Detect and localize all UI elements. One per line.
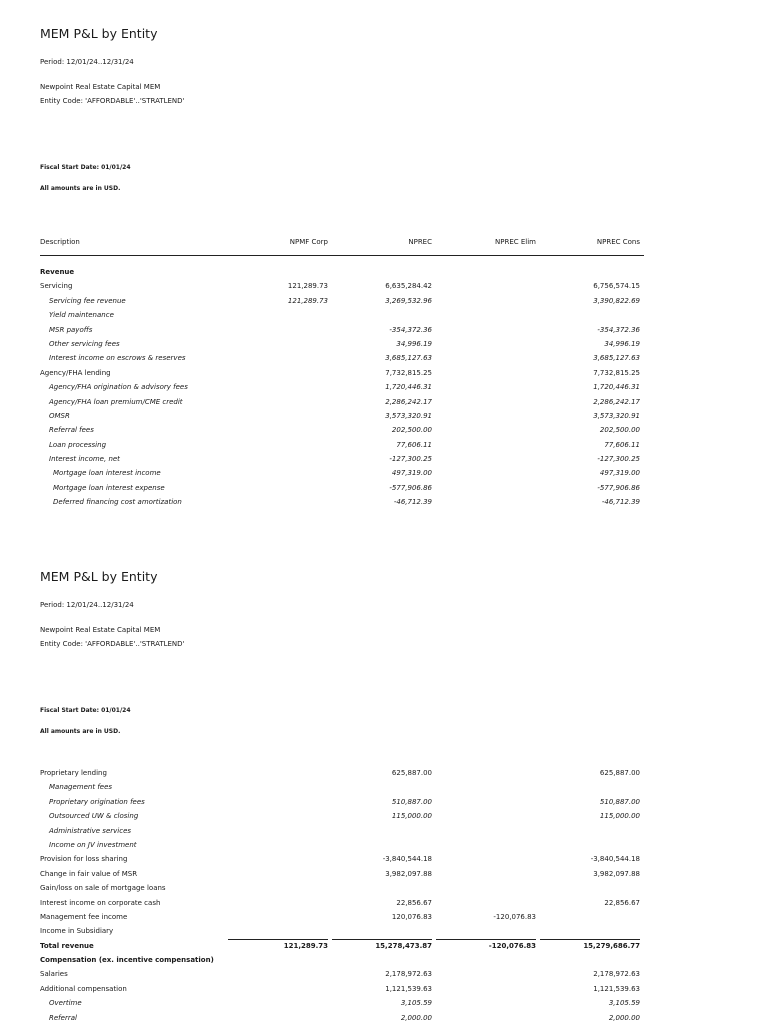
row-value-c4: 510,887.00: [599, 797, 640, 806]
row-value-c2: 3,105.59: [400, 999, 432, 1008]
row-value-c2: 625,887.00: [391, 769, 432, 777]
row-description: OMSR: [49, 411, 70, 420]
row-description: Salaries: [40, 970, 68, 979]
amounts-note: All amounts are in USD.: [40, 185, 121, 192]
company-name-page2: Newpoint Real Estate Capital MEM: [40, 626, 161, 634]
row-value-c4: 6,756,574.15: [593, 282, 640, 291]
row-value-c4: 3,685,127.63: [593, 354, 640, 363]
row-value-c2: 1,720,446.31: [385, 383, 432, 392]
row-description: Management fee income: [40, 912, 128, 921]
period-label: Period: 12/01/24..12/31/24: [40, 58, 134, 66]
row-value-c4: 115,000.00: [599, 812, 640, 821]
row-description: Mortgage loan interest income: [53, 469, 161, 478]
period-label-page2: Period: 12/01/24..12/31/24: [40, 601, 134, 609]
company-name: Newpoint Real Estate Capital MEM: [40, 83, 161, 91]
table-row: [0, 838, 768, 852]
row-value-c2: -577,906.86: [389, 483, 432, 492]
row-description: Change in fair value of MSR: [40, 869, 138, 878]
row-value-c4: -3,840,544.18: [590, 855, 640, 864]
row-value-c2: 6,635,284.42: [385, 282, 432, 291]
row-value-c4: 3,982,097.88: [593, 869, 640, 878]
row-description: Income on JV investment: [49, 840, 137, 849]
row-description: Management fees: [49, 783, 113, 792]
col-npmf-corp-header: NPMF Corp: [289, 238, 328, 246]
row-value-c4: 34,996.19: [604, 339, 640, 348]
row-description: Compensation (ex. incentive compensation): [40, 956, 214, 965]
row-description: Outsourced UW & closing: [49, 812, 139, 821]
row-value-c1: 121,289.73: [287, 296, 328, 305]
row-value-c2: -127,300.25: [389, 455, 432, 464]
row-value-c2: 7,732,815.25: [385, 368, 432, 377]
row-value-c4: 1,121,539.63: [593, 984, 640, 993]
row-value-c2: 120,076.83: [391, 912, 432, 921]
row-value-c4: 2,286,242.17: [593, 397, 640, 406]
table-row: [0, 795, 768, 809]
row-description: Agency/FHA origination & advisory fees: [49, 383, 188, 392]
row-description: Servicing: [40, 282, 73, 291]
amounts-note-page2: All amounts are in USD.: [40, 728, 121, 735]
row-description: Provision for loss sharing: [40, 855, 128, 864]
row-value-c4: 625,887.00: [599, 769, 640, 777]
table-row: [0, 466, 768, 480]
row-value-c2: 3,982,097.88: [385, 869, 432, 878]
row-value-c2: 2,178,972.63: [385, 970, 432, 979]
row-description: Income in Subsidiary: [40, 927, 114, 936]
row-description: MSR payoffs: [49, 325, 93, 334]
table-row: [0, 809, 768, 823]
table-row: [0, 438, 768, 452]
table-row: [0, 337, 768, 351]
table-row: [0, 279, 768, 293]
row-value-c4: -354,372.36: [597, 325, 640, 334]
row-value-c4: 7,732,815.25: [593, 368, 640, 377]
row-value-c4: 2,178,972.63: [593, 970, 640, 979]
table-row: [0, 423, 768, 437]
row-description: Gain/loss on sale of mortgage loans: [40, 884, 166, 893]
page1-table-body: [0, 265, 768, 510]
row-value-c4: 2,000.00: [608, 1013, 640, 1022]
row-value-c2: 3,269,532.96: [385, 296, 432, 305]
table-row: [0, 996, 768, 1010]
table-row: [0, 939, 768, 953]
table-row: [0, 495, 768, 509]
row-value-c2: 2,286,242.17: [385, 397, 432, 406]
row-description: Additional compensation: [40, 984, 127, 993]
row-description: Referral: [49, 1013, 77, 1022]
table-row: [0, 294, 768, 308]
col-nprec-cons-header: NPREC Cons: [596, 238, 640, 246]
row-value-c2: 77,606.11: [396, 440, 432, 449]
row-value-c2: 3,685,127.63: [385, 354, 432, 363]
row-value-c2: 15,278,473.87: [332, 939, 432, 953]
row-value-c2: 115,000.00: [391, 812, 432, 821]
entity-code-page2: Entity Code: 'AFFORDABLE'..'STRATLEND': [40, 640, 185, 648]
row-description: Servicing fee revenue: [49, 296, 126, 305]
row-value-c4: 77,606.11: [604, 440, 640, 449]
row-value-c4: 202,500.00: [599, 426, 640, 435]
row-description: Agency/FHA loan premium/CME credit: [49, 397, 183, 406]
row-value-c3: -120,076.83: [493, 912, 536, 921]
row-value-c4: 22,856.67: [604, 898, 640, 907]
row-value-c2: 22,856.67: [396, 898, 432, 907]
row-description: Mortgage loan interest expense: [53, 483, 165, 492]
report-title: MEM P&L by Entity: [40, 26, 158, 41]
row-value-c4: 15,279,686.77: [540, 939, 640, 953]
row-value-c4: 497,319.00: [599, 469, 640, 478]
row-value-c2: 497,319.00: [391, 469, 432, 478]
header-divider: [40, 255, 644, 256]
row-value-c2: -46,712.39: [393, 498, 432, 507]
row-value-c4: -46,712.39: [601, 498, 640, 507]
table-row: [0, 380, 768, 394]
row-value-c4: 1,720,446.31: [593, 383, 640, 392]
row-description: Proprietary lending: [40, 769, 107, 777]
fiscal-start-date: Fiscal Start Date: 01/01/24: [40, 164, 131, 171]
table-row: [0, 881, 768, 895]
row-value-c2: -3,840,544.18: [382, 855, 432, 864]
table-row: [0, 982, 768, 996]
table-row: [0, 867, 768, 881]
row-value-c4: 3,573,320.91: [593, 411, 640, 420]
row-description: Yield maintenance: [49, 311, 114, 320]
row-description: Interest income on corporate cash: [40, 898, 161, 907]
table-row: [0, 910, 768, 924]
table-row: [0, 953, 768, 967]
row-description: Total revenue: [40, 941, 94, 950]
row-description: Revenue: [40, 268, 75, 276]
table-row: [0, 409, 768, 423]
fiscal-start-date-page2: Fiscal Start Date: 01/01/24: [40, 707, 131, 714]
row-description: Administrative services: [49, 826, 132, 835]
row-description: Other servicing fees: [49, 339, 120, 348]
row-description: Loan processing: [49, 440, 107, 449]
table-row: [0, 780, 768, 794]
row-description: Overtime: [49, 999, 82, 1008]
row-value-c2: -354,372.36: [389, 325, 432, 334]
table-row: [0, 265, 768, 279]
page2-table-body: [0, 766, 768, 1025]
col-nprec-header: NPREC: [408, 238, 432, 246]
row-value-c4: -577,906.86: [597, 483, 640, 492]
table-row: [0, 1011, 768, 1025]
row-description: Referral fees: [49, 426, 94, 435]
table-row: [0, 766, 768, 780]
table-row: [0, 323, 768, 337]
col-description-header: Description: [40, 238, 80, 246]
entity-code: Entity Code: 'AFFORDABLE'..'STRATLEND': [40, 97, 185, 105]
row-value-c2: 1,121,539.63: [385, 984, 432, 993]
table-row: [0, 452, 768, 466]
row-value-c4: 3,105.59: [608, 999, 640, 1008]
table-row: [0, 481, 768, 495]
table-row: [0, 395, 768, 409]
row-value-c4: 3,390,822.69: [593, 296, 640, 305]
row-value-c1: 121,289.73: [287, 282, 328, 291]
row-value-c2: 510,887.00: [391, 797, 432, 806]
row-value-c2: 34,996.19: [396, 339, 432, 348]
row-value-c1: 121,289.73: [228, 939, 328, 953]
col-nprec-elim-header: NPREC Elim: [495, 238, 536, 246]
table-row: [0, 967, 768, 981]
row-description: Interest income on escrows & reserves: [49, 354, 186, 363]
row-value-c2: 3,573,320.91: [385, 411, 432, 420]
table-row: [0, 896, 768, 910]
table-row: [0, 351, 768, 365]
table-row: [0, 366, 768, 380]
row-description: Agency/FHA lending: [40, 368, 111, 377]
row-value-c2: 202,500.00: [391, 426, 432, 435]
table-row: [0, 924, 768, 938]
table-row: [0, 824, 768, 838]
table-row: [0, 308, 768, 322]
table-row: [0, 852, 768, 866]
row-description: Interest income, net: [49, 455, 120, 464]
row-value-c3: -120,076.83: [436, 939, 536, 953]
row-value-c2: 2,000.00: [400, 1013, 432, 1022]
row-value-c4: -127,300.25: [597, 455, 640, 464]
report-title-page2: MEM P&L by Entity: [40, 569, 158, 584]
row-description: Deferred financing cost amortization: [53, 498, 182, 507]
row-description: Proprietary origination fees: [49, 797, 145, 806]
